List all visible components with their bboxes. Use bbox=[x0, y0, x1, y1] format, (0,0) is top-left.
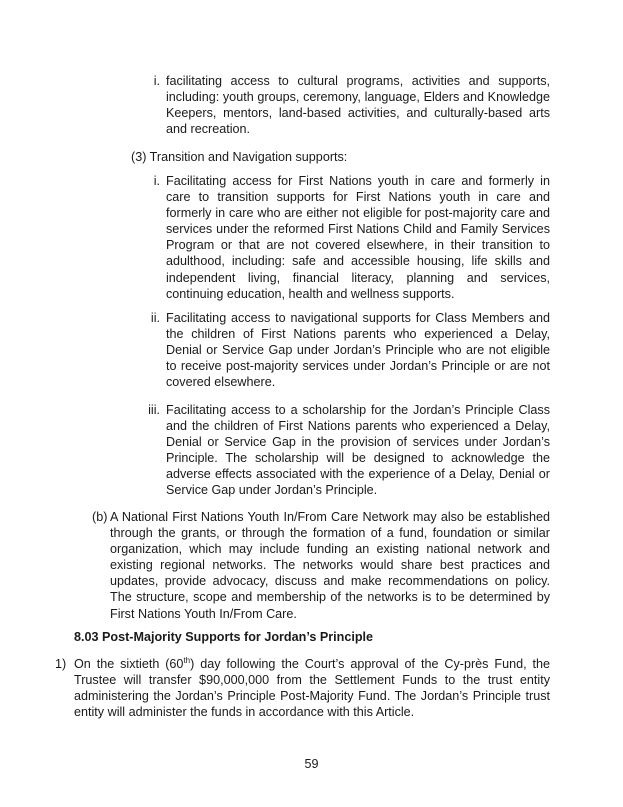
list-item-text: A National First Nations Youth In/From Care Network may also be established through the grants, or through the formation of a fund, foundation or similar organization, which may include funding an existing national network and existing regional networks. The networks would share best practices and updates, provide advocacy, discuss and make recommendations on policy. The structure, scope and membership of the networks is to be determined by First Nations Youth In/From Care. bbox=[110, 510, 550, 621]
list-item-fund-transfer bbox=[55, 656, 550, 720]
list-item-label: ii. bbox=[150, 311, 160, 325]
list-item-label: i. bbox=[153, 174, 160, 188]
page-number: 59 bbox=[304, 757, 319, 771]
list-item-text: Facilitating access for First Nations youth in care and formerly in care to transition supports for First Nations youth in care and formerly in care who are either not eligible for post-majority care and services under the reformed First Nations Child and Family Services Program or that are not covered elsewhere, in their transition to adulthood, including: safe and accessible housing, life skills and independent living, financial literacy, planning and services, continuing education, health and wellness supports. bbox=[166, 174, 550, 301]
list-item-text bbox=[74, 656, 550, 720]
ordinal-superscript: th bbox=[183, 656, 191, 665]
list-item-navigational-supports bbox=[142, 310, 550, 390]
list-item-text: Facilitating access to navigational supports for Class Members and the children of First Nations parents who experienced a Delay, Denial or Service Gap under Jordan’s Principle who are not eligible to receive post-majority services under Jordan’s Principle or are not covered elsewhere. bbox=[166, 311, 550, 390]
text-segment: ) day following the Court’s approval of the Cy-près Fund, the Trustee will transfer $90,000,000 from the Settlement Funds to the trust entity administering the Jordan’s Principle Post-Majority Fund. The Jordan’s Principle trust entity will administer the funds in accordance with this Article. bbox=[74, 657, 550, 720]
list-item-label: i. bbox=[153, 74, 160, 88]
list-item-text: Facilitating access to a scholarship for the Jordan’s Principle Class and the children of First Nations parents who experienced a Delay, Denial or Service Gap in the provision of services under Jordan’s Principle. The scholarship will be designed to acknowledge the adverse effects associated with the experience of a Delay, Denial or Service Gap under Jordan’s Principle. bbox=[166, 403, 550, 498]
list-item-scholarship bbox=[142, 402, 550, 499]
list-item-label: (b) bbox=[92, 510, 108, 524]
section-heading: 8.03 Post-Majority Supports for Jordan’s Principle bbox=[74, 630, 374, 644]
list-item-text: facilitating access to cultural programs, activities and supports, including: youth groups, ceremony, language, Elders and Knowledge Keepers, mentors, land-based activities, and culturally-based arts and recreation. bbox=[166, 74, 550, 137]
list-item-national-network bbox=[92, 509, 550, 622]
list-item-label: iii. bbox=[148, 403, 160, 417]
list-item-transition-supports bbox=[142, 173, 550, 302]
subsection-heading-transition-navigation: (3) Transition and Navigation supports: bbox=[131, 150, 348, 164]
list-item-cultural-programs bbox=[142, 73, 550, 137]
list-item-label: 1) bbox=[55, 657, 67, 671]
text-segment: On the sixtieth (60 bbox=[74, 657, 184, 671]
